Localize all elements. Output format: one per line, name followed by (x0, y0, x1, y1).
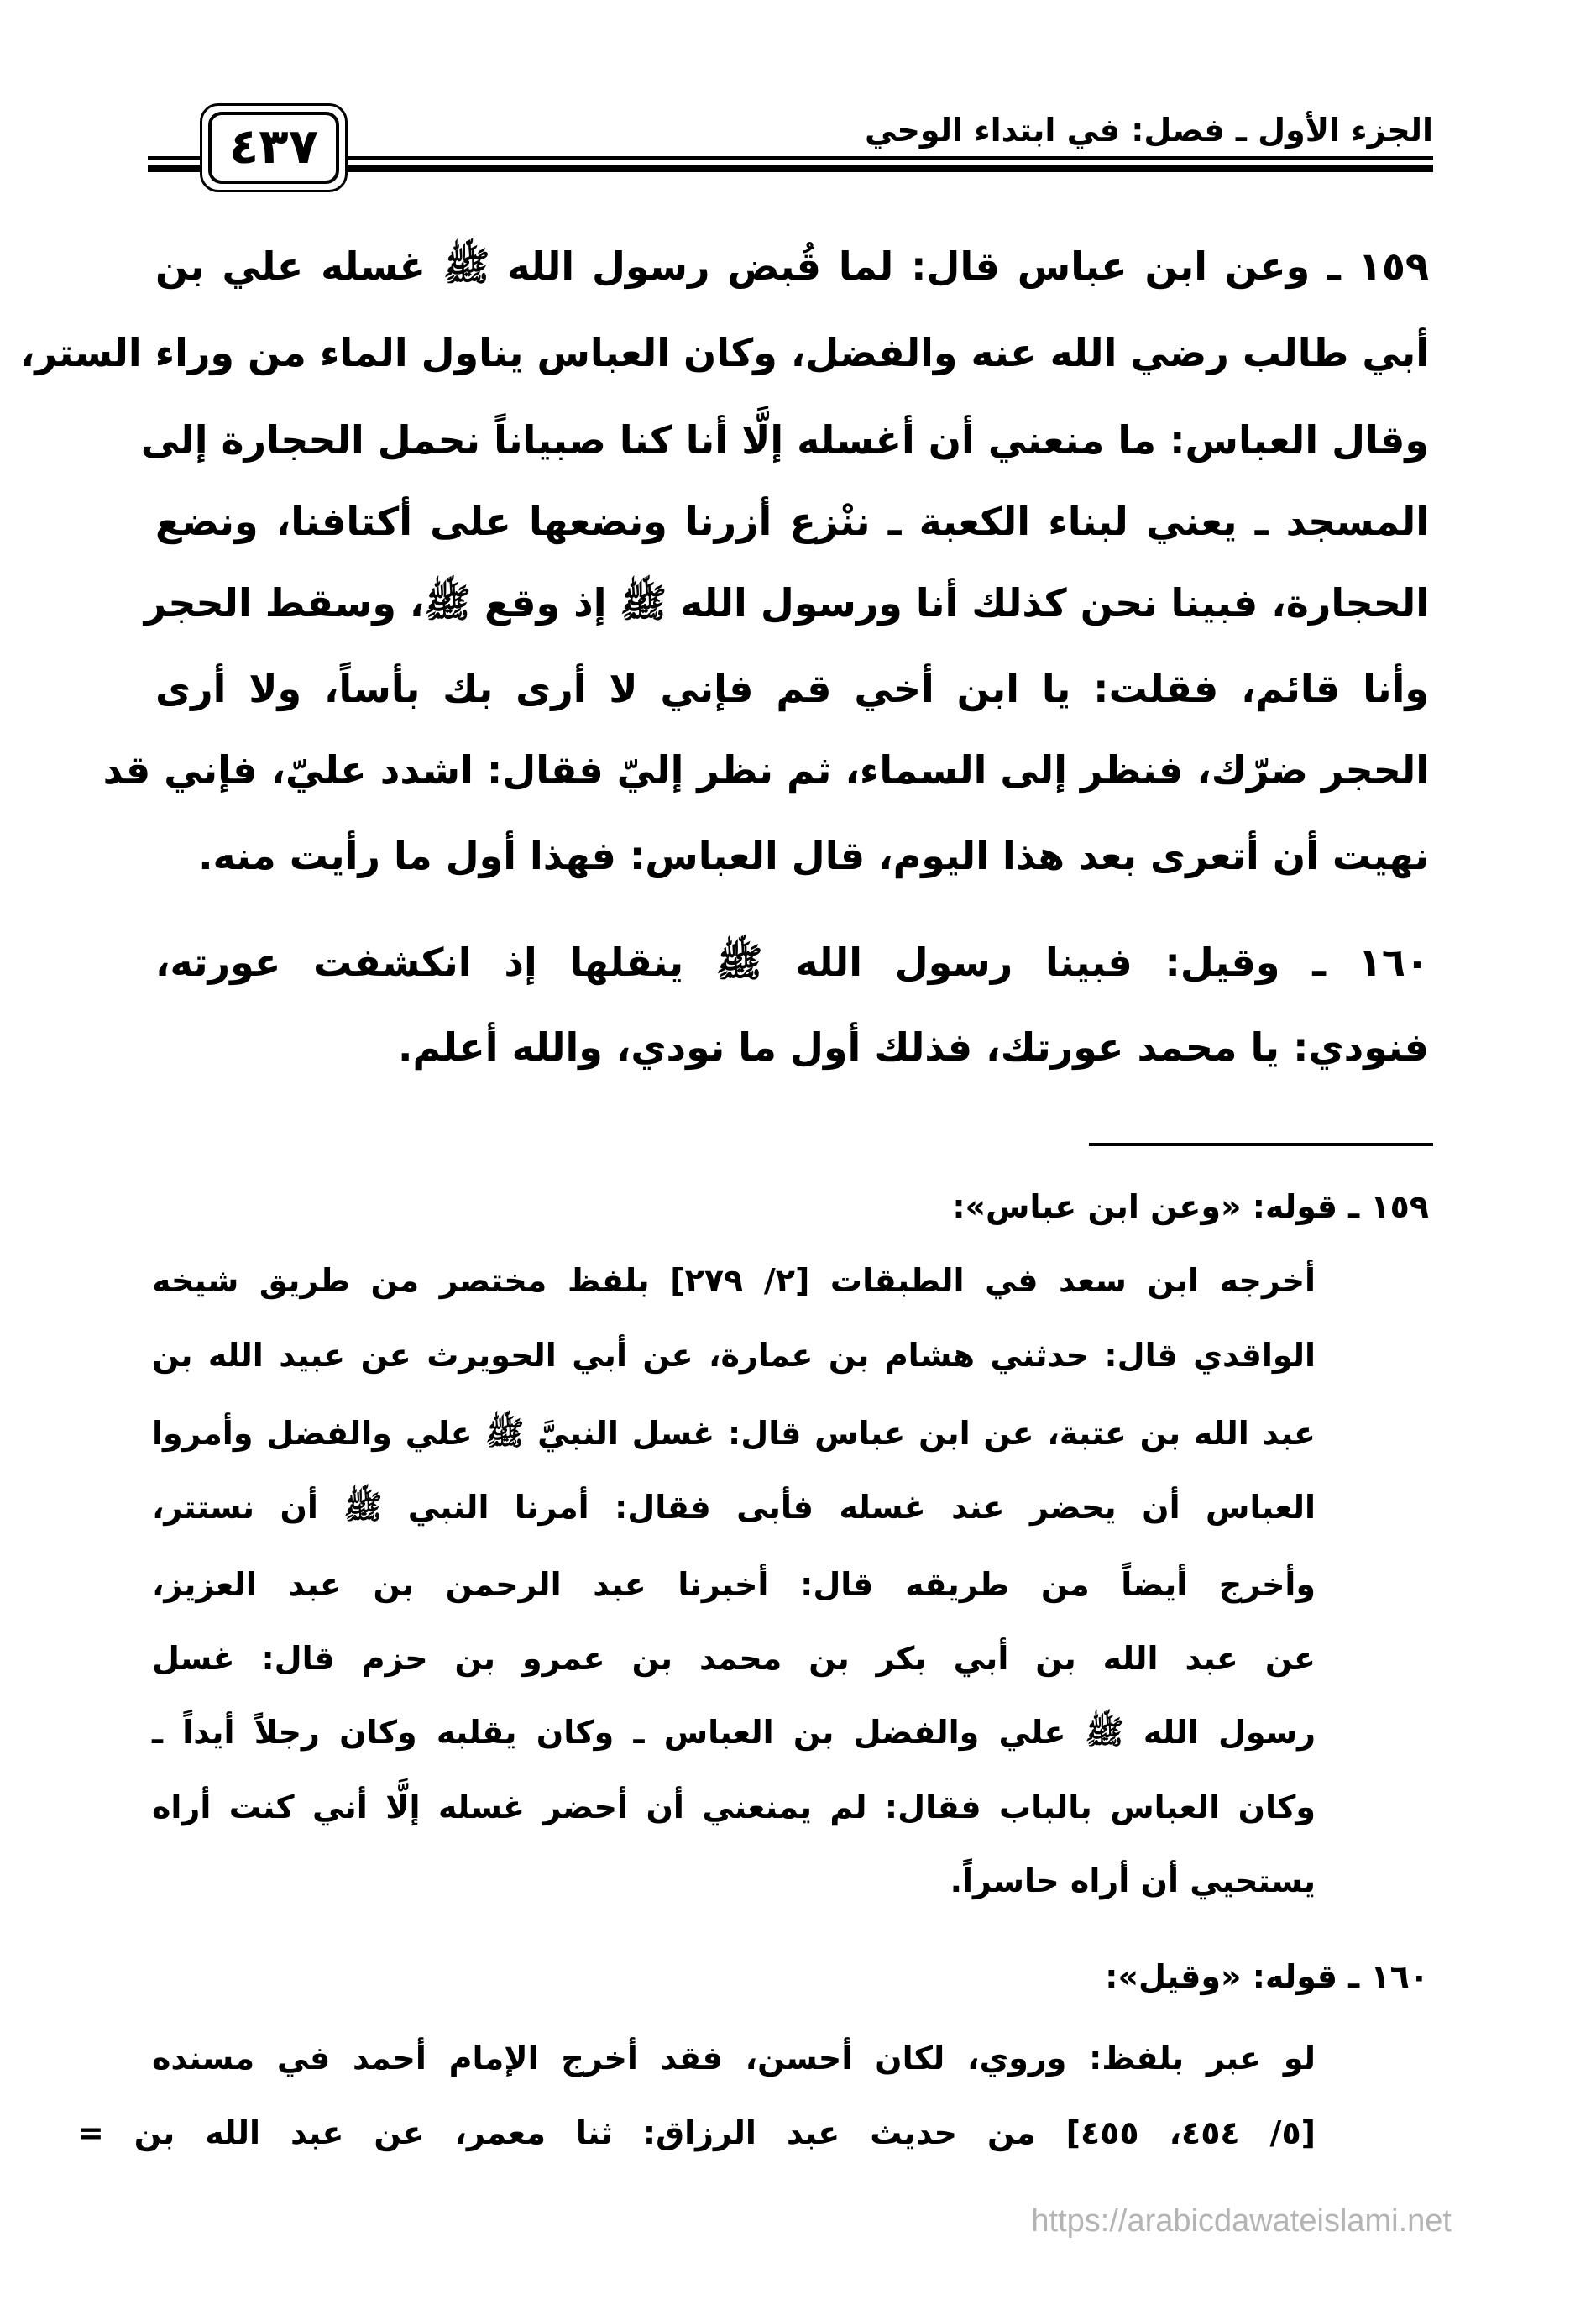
footnote-line: يستحيي أن أراه حاسراً. (950, 1862, 1316, 1899)
main-line: نهيت أن أتعرى بعد هذا اليوم، قال العباس: فهذا أول ما رأيت منه. (198, 833, 1429, 878)
main-line: الحجر ضرّك، فنظر إلى السماء، ثم نظر إليّ فقال: اشدد عليّ، فإني قد (102, 747, 1429, 793)
main-line: ١٥٩ ـ وعن ابن عباس قال: لما قُبض رسول الله ﷺ غسله علي بن (155, 244, 1429, 289)
header-rule-thick-right (348, 165, 1433, 172)
footnote-line: العباس أن يحضر عند غسله فأبى فقال: أمرنا النبي ﷺ أن نستتر، (152, 1489, 1316, 1526)
footnote-line: أخرجه ابن سعد في الطبقات [٢/ ٢٧٩] بلفظ مختصر من طريق شيخه (152, 1262, 1316, 1299)
page-number: ٤٣٧ (228, 118, 319, 175)
watermark-url: https://arabicdawateislami.net (1031, 2203, 1452, 2239)
footnote-line: لو عبر بلفظ: وروي، لكان أحسن، فقد أخرج الإمام أحمد في مسنده (152, 2040, 1316, 2077)
header-rule-thin-right (348, 156, 1433, 160)
footnote-separator (1089, 1143, 1433, 1146)
footnote-line: وكان العباس بالباب فقال: لم يمنعني أن أحضر غسله إلَّا أني كنت أراه (152, 1789, 1316, 1825)
footnote-line: رسول الله ﷺ علي والفضل بن العباس ـ وكان يقلبه وكان رجلاً أيداً ـ (152, 1714, 1316, 1751)
running-header-title: الجزء الأول ـ فصل: في ابتداء الوحي (865, 112, 1433, 149)
footnote-line: الواقدي قال: حدثني هشام بن عمارة، عن أبي الحويرث عن عبيد الله بن (152, 1337, 1316, 1374)
footnote-line: [٥/ ٤٥٤، ٤٥٥] من حديث عبد الرزاق: ثنا معمر، عن عبد الله بن = (77, 2114, 1316, 2151)
main-line: الحجارة، فبينا نحن كذلك أنا ورسول الله ﷺ إذ وقع ﷺ، وسقط الحجر (144, 580, 1429, 626)
footnote-line: وأخرج أيضاً من طريقه قال: أخبرنا عبد الرحمن بن عبد العزيز، (152, 1566, 1316, 1603)
main-line: وقال العباس: ما منعني أن أغسله إلَّا أنا كنا صبياناً نحمل الحجارة إلى (140, 417, 1429, 463)
main-line: أبي طالب رضي الله عنه والفضل، وكان العباس يناول الماء من وراء الستر، (19, 330, 1429, 375)
header-rule-thick-left (148, 165, 200, 172)
main-line: المسجد ـ يعني لبناء الكعبة ـ ننْزع أزرنا ونضعها على أكتافنا، ونضع (155, 499, 1429, 544)
footnote-line: عن عبد الله بن أبي بكر بن محمد بن عمرو بن حزم قال: غسل (152, 1640, 1316, 1677)
footnote-line: عبد الله بن عتبة، عن ابن عباس قال: غسل النبيَّ ﷺ علي والفضل وأمروا (152, 1415, 1316, 1452)
footnote-heading: ١٦٠ ـ قوله: «وقيل»: (1105, 1958, 1429, 1995)
footnote-heading: ١٥٩ ـ قوله: «وعن ابن عباس»: (952, 1188, 1429, 1225)
page-number-frame (200, 103, 348, 192)
main-line: ١٦٠ ـ وقيل: فبينا رسول الله ﷺ ينقلها إذ انكشفت عورته، (155, 940, 1429, 985)
header-rule-thin-left (148, 156, 200, 160)
page-number-inner-frame (208, 112, 339, 184)
main-line: فنودي: يا محمد عورتك، فذلك أول ما نودي، والله أعلم. (398, 1024, 1429, 1070)
main-line: وأنا قائم، فقلت: يا ابن أخي قم فإني لا أرى بك بأساً، ولا أرى (155, 666, 1429, 711)
